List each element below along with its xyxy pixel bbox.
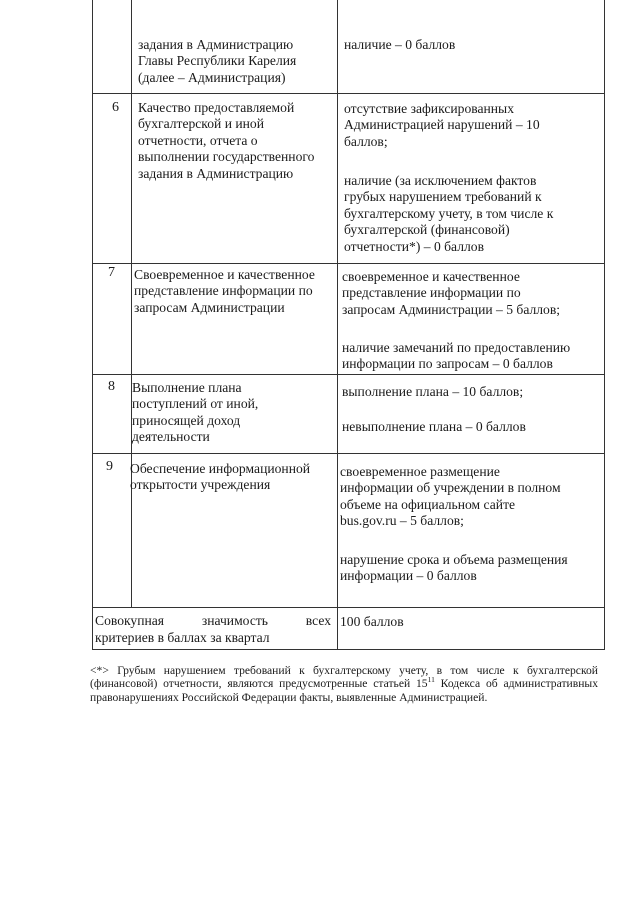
footnote-superscript: 11 — [427, 675, 435, 685]
table-border — [92, 374, 605, 375]
row-number: 9 — [106, 459, 113, 474]
total-label: критериев в баллах за квартал — [95, 630, 270, 645]
table-border — [131, 0, 132, 607]
scoring-text: своевременное размещение информации об учреждении в полном объеме на официальном сайте bus.gov.ru – 5 баллов; — [340, 464, 561, 529]
scoring-text: наличие (за исключением фактов грубых нарушением требований к бухгалтерскому учету, в том числе к бухгалтерской (финансовой) отчетности*) – 0 баллов — [344, 173, 554, 254]
table-border — [92, 93, 605, 94]
scoring-text: выполнение плана – 10 баллов; — [342, 384, 524, 399]
criterion-text: Выполнение плана поступлений от иной, приносящей доход деятельности — [132, 380, 259, 445]
footnote-text: <*> Грубым нарушением требований к бухгалтерскому учету, в том числе к бухгалтерской (финансовой) отчетности, являются предусмотренные статьей 15 — [90, 664, 598, 691]
table-border — [604, 0, 605, 650]
table-border — [337, 0, 338, 650]
criterion-text: Качество предоставляемой бухгалтерской и иной отчетности, отчета о выполнении государственного задания в Администрацию — [138, 100, 315, 181]
row-number: 8 — [108, 379, 115, 394]
criterion-text: задания в Администрацию Главы Республики Карелия (далее – Администрация) — [138, 37, 297, 85]
table-border — [92, 453, 605, 454]
criterion-text: Своевременное и качественное представление информации по запросам Администрации — [134, 267, 315, 315]
footnote-text: Кодекса об административных правонарушениях Российской Федерации факты, выявленные Администрацией. — [90, 677, 598, 704]
total-label: Совокупная значимость всех — [95, 613, 331, 628]
scoring-text: отсутствие зафиксированных Администрацией нарушений – 10 баллов; — [344, 101, 540, 149]
row-number: 7 — [108, 265, 115, 280]
table-border — [92, 607, 605, 608]
criterion-text: Обеспечение информационной открытости учреждения — [130, 461, 311, 493]
row-number: 6 — [112, 100, 119, 115]
table-border — [92, 0, 93, 650]
scoring-text: невыполнение плана – 0 баллов — [342, 419, 526, 434]
total-value: 100 баллов — [340, 614, 404, 629]
table-border — [92, 649, 605, 650]
scoring-text: наличие – 0 баллов — [344, 37, 456, 52]
table-border — [92, 263, 605, 264]
scoring-text: своевременное и качественное представление информации по запросам Администрации – 5 баллов; — [342, 269, 561, 317]
scoring-text: наличие замечаний по предоставлению информации по запросам – 0 баллов — [342, 340, 571, 372]
scoring-text: нарушение срока и объема размещения информации – 0 баллов — [340, 552, 568, 584]
footnote — [90, 664, 598, 704]
